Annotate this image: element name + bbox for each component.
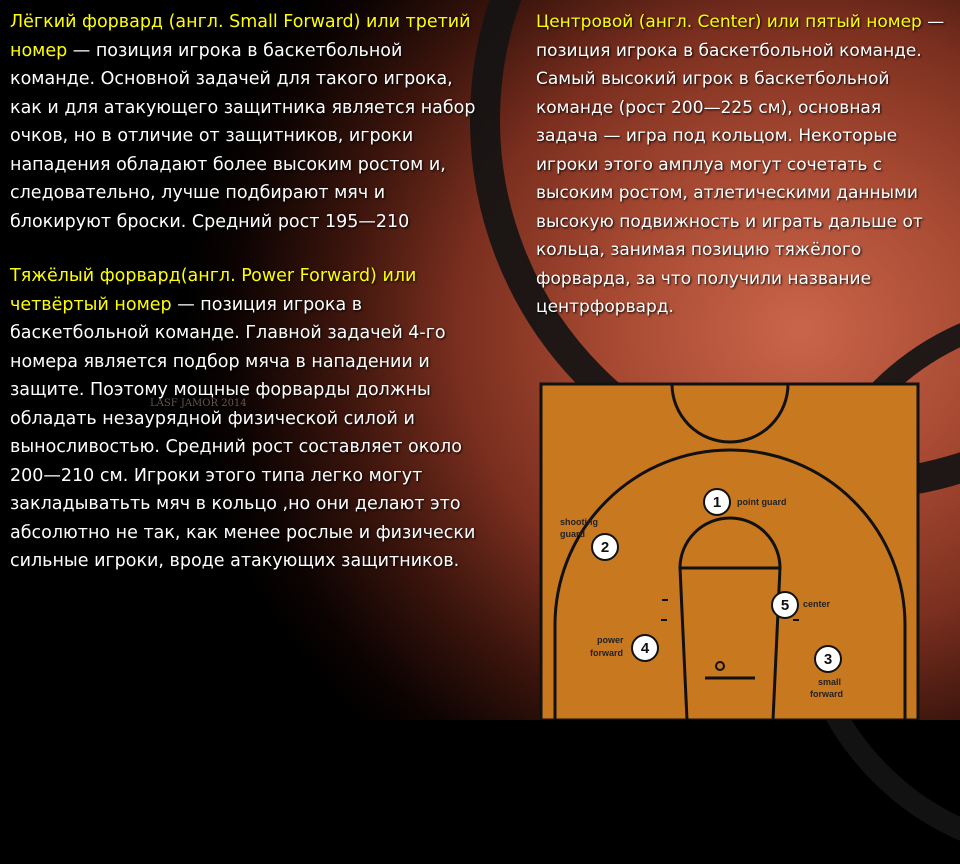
svg-text:center: center — [803, 599, 831, 609]
svg-text:2: 2 — [600, 539, 610, 556]
left-text-column — [10, 8, 480, 576]
small-forward-body: — позиция игрока в баскетбольной команде. Основной задачей для такого игрока, как и для атакующего защитника является набор очков, но в отличие от защитников, игроки нападения обладают более высоким ростом и, следовательно, лучше подбирают мяч и блокируют броски. Средний рост 195—210 — [10, 40, 476, 232]
power-forward-title: Тяжёлый форвард(англ. Power Forward) или — [10, 266, 417, 286]
court-diagram — [537, 380, 922, 720]
svg-text:power: power — [597, 635, 624, 645]
center-title-2: номер — [866, 12, 922, 32]
right-text-column — [536, 8, 946, 322]
small-forward-title: Лёгкий форвард (англ. Small Forward) или — [10, 12, 400, 32]
power-forward-title-2: четвёртый номер — [10, 294, 172, 315]
small-forward-paragraph — [10, 8, 480, 236]
svg-text:4: 4 — [640, 640, 650, 657]
center-paragraph — [536, 8, 946, 322]
svg-text:forward: forward — [810, 689, 844, 699]
center-title: Центровой (англ. Center) или пятый — [536, 12, 861, 32]
svg-text:3: 3 — [823, 651, 833, 668]
power-forward-body: — позиция игрока в баскетбольной команде. Главной задачей 4-го номера является подбор мяча в нападении и защите. Поэтому мощные форварды должны обладать незаурядной физической силой и выносливостью. Средний рост составляет около 200—210 см. Игроки этого типа легко могут закладыватьть мяч в кольцо ,но они делают это абсолютно не так, как менее рослые и физически сильные игроки, вроде атакующих защитников. — [10, 294, 476, 571]
svg-text:shooting: shooting — [560, 517, 598, 527]
small-forward-title-2: третий номер — [10, 12, 471, 61]
svg-text:5: 5 — [780, 597, 790, 614]
svg-text:small: small — [818, 677, 842, 687]
svg-text:1: 1 — [712, 494, 722, 511]
watermark: LASF JAMOR 2014 — [150, 398, 247, 409]
svg-text:point guard: point guard — [737, 497, 787, 507]
svg-text:forward: forward — [590, 648, 624, 658]
power-forward-paragraph — [10, 262, 480, 576]
center-body: — позиция игрока в баскетбольной команде. Самый высокий игрок в баскетбольной команде (рост 200—225 см), основная задача — игра под кольцом. Некоторые игроки этого амплуа могут сочетать с высоким ростом, атлетическими данными высокую подвижность и играть дальше от кольца, занимая позицию тяжёлого форварда, за что получили название центрфорвард. — [536, 12, 945, 317]
svg-text:guard: guard — [560, 529, 586, 539]
